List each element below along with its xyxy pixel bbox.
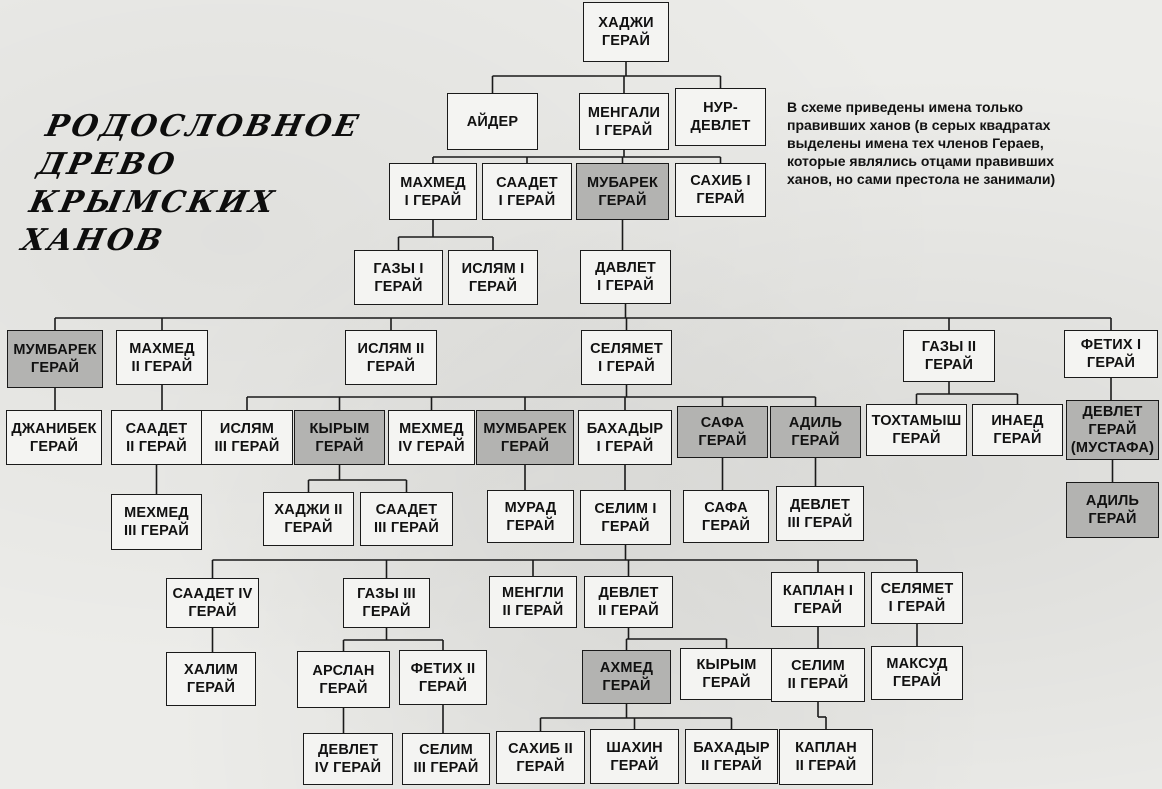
node-mubarek3: МУМБАРЕК ГЕРАЙ bbox=[476, 410, 574, 465]
node-mehmed3: МЕХМЕД III ГЕРАЙ bbox=[111, 494, 202, 550]
node-gazy3: ГАЗЫ III ГЕРАЙ bbox=[343, 578, 430, 628]
node-islam2: ИСЛЯМ II ГЕРАЙ bbox=[345, 330, 437, 385]
node-shahin: ШАХИН ГЕРАЙ bbox=[590, 729, 679, 784]
node-fetih2: ФЕТИХ II ГЕРАЙ bbox=[399, 650, 487, 705]
node-aider: АЙДЕР bbox=[447, 93, 538, 150]
node-mubarek2: МУМБАРЕК ГЕРАЙ bbox=[7, 330, 103, 388]
node-gazy2: ГАЗЫ II ГЕРАЙ bbox=[903, 330, 995, 382]
node-bahadyr1: БАХАДЫР I ГЕРАЙ bbox=[578, 410, 672, 465]
node-islam1: ИСЛЯМ I ГЕРАЙ bbox=[448, 250, 538, 305]
node-mahmed2: МАХМЕД II ГЕРАЙ bbox=[116, 330, 208, 385]
node-mehmed4: МЕХМЕД IV ГЕРАЙ bbox=[388, 410, 475, 465]
node-kaplan2: КАПЛАН II ГЕРАЙ bbox=[779, 729, 873, 785]
node-arslan: АРСЛАН ГЕРАЙ bbox=[297, 651, 390, 708]
node-devlet4: ДЕВЛЕТ IV ГЕРАЙ bbox=[303, 733, 393, 785]
node-selim2: СЕЛИМ II ГЕРАЙ bbox=[771, 648, 865, 702]
node-nurdevlet: НУР- ДЕВЛЕТ bbox=[675, 88, 766, 146]
node-gazy1: ГАЗЫ I ГЕРАЙ bbox=[354, 250, 443, 305]
node-sahib1: САХИБ I ГЕРАЙ bbox=[675, 163, 766, 217]
node-devlet3: ДЕВЛЕТ III ГЕРАЙ bbox=[776, 486, 864, 541]
node-maksud: МАКСУД ГЕРАЙ bbox=[871, 646, 963, 700]
node-halim: ХАЛИМ ГЕРАЙ bbox=[166, 652, 256, 706]
node-inaed: ИНАЕД ГЕРАЙ bbox=[972, 404, 1063, 456]
node-mubarek1: МУБАРЕК ГЕРАЙ bbox=[576, 163, 669, 220]
node-tohtamysh: ТОХТАМЫШ ГЕРАЙ bbox=[866, 404, 967, 456]
node-islam3: ИСЛЯМ III ГЕРАЙ bbox=[201, 410, 293, 465]
node-kyrym1: КЫРЫМ ГЕРАЙ bbox=[294, 410, 385, 465]
node-ahmed: АХМЕД ГЕРАЙ bbox=[582, 650, 671, 704]
node-mahmed1: МАХМЕД I ГЕРАЙ bbox=[389, 163, 477, 220]
node-mengli1: МЕНГАЛИ I ГЕРАЙ bbox=[579, 93, 669, 150]
node-sahib2: САХИБ II ГЕРАЙ bbox=[496, 731, 585, 784]
node-fetih1: ФЕТИХ I ГЕРАЙ bbox=[1064, 330, 1158, 378]
node-hadji: ХАДЖИ ГЕРАЙ bbox=[583, 2, 669, 62]
node-devlet1: ДАВЛЕТ I ГЕРАЙ bbox=[580, 250, 671, 304]
node-adil2: АДИЛЬ ГЕРАЙ bbox=[1066, 482, 1159, 538]
node-kaplan1: КАПЛАН I ГЕРАЙ bbox=[771, 572, 865, 627]
node-safa2: САФА ГЕРАЙ bbox=[683, 490, 769, 543]
node-selim1: СЕЛИМ I ГЕРАЙ bbox=[580, 490, 671, 545]
node-murad: МУРАД ГЕРАЙ bbox=[487, 490, 574, 543]
node-selamet1: СЕЛЯМЕТ I ГЕРАЙ bbox=[581, 330, 672, 385]
diagram-title: РОДОСЛОВНОЕ ДРЕВО КРЫМСКИХ ХАНОВ bbox=[18, 109, 364, 258]
legend-note: В схеме приведены имена только правивших ханов (в серых квадратах выделены имена тех членов Гераев, которые являлись отцами правивших ханов, но сами престола не занимали) bbox=[787, 99, 1056, 187]
node-devletmustafa: ДЕВЛЕТ ГЕРАЙ (МУСТАФА) bbox=[1066, 400, 1159, 460]
node-saadet3: СААДЕТ III ГЕРАЙ bbox=[360, 492, 453, 546]
node-janibek: ДЖАНИБЕК ГЕРАЙ bbox=[6, 410, 102, 465]
node-safa1: САФА ГЕРАЙ bbox=[677, 406, 768, 458]
node-saadet2: СААДЕТ II ГЕРАЙ bbox=[111, 410, 202, 465]
node-selim3: СЕЛИМ III ГЕРАЙ bbox=[402, 733, 490, 785]
node-saadet4: СААДЕТ IV ГЕРАЙ bbox=[166, 578, 259, 628]
node-devlet2: ДЕВЛЕТ II ГЕРАЙ bbox=[584, 576, 673, 628]
node-adil1: АДИЛЬ ГЕРАЙ bbox=[770, 406, 861, 458]
node-mengli2: МЕНГЛИ II ГЕРАЙ bbox=[489, 576, 577, 628]
node-selamet2: СЕЛЯМЕТ I ГЕРАЙ bbox=[871, 572, 963, 624]
node-kyrym2: КЫРЫМ ГЕРАЙ bbox=[680, 648, 773, 700]
node-hadji2: ХАДЖИ II ГЕРАЙ bbox=[263, 492, 354, 546]
node-bahadyr2: БАХАДЫР II ГЕРАЙ bbox=[685, 729, 778, 784]
node-saadet1: СААДЕТ I ГЕРАЙ bbox=[482, 163, 572, 220]
